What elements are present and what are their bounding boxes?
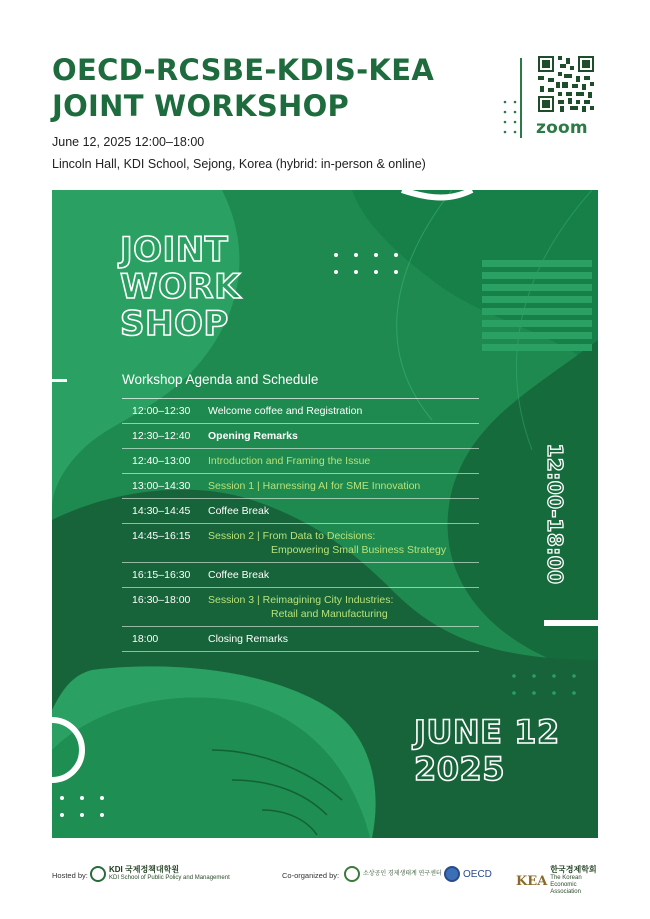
rcsbe-logo xyxy=(344,866,442,882)
qr-code-icon[interactable] xyxy=(538,56,594,112)
agenda-item: Welcome coffee and Registration xyxy=(208,405,363,417)
agenda-time: 12:00–12:30 xyxy=(132,405,191,417)
workshop-title xyxy=(52,52,434,124)
agenda-time: 12:40–13:00 xyxy=(132,455,191,467)
kdi-logo-text: KDI 국제정책대학원 xyxy=(109,865,180,874)
agenda-item: Coffee Break xyxy=(208,569,270,581)
agenda-item-subtitle: Empowering Small Business Strategy xyxy=(271,544,447,556)
agenda-item-title: Session 2 | From Data to Decisions: xyxy=(208,530,376,542)
vertical-time-range xyxy=(540,434,570,594)
kdi-school-logo xyxy=(90,866,230,882)
title-line-1: OECD-RCSBE-KDIS-KEA xyxy=(52,53,435,87)
agenda-item xyxy=(208,593,479,621)
agenda-time: 12:30–12:40 xyxy=(132,430,191,442)
decor-dots-header xyxy=(503,100,517,138)
venue: Lincoln Hall, KDI School, Sejong, Korea (hybrid: in-person & online) xyxy=(52,157,426,171)
agenda-row xyxy=(122,399,479,424)
rcsbe-emblem-icon xyxy=(344,866,360,882)
agenda-item: Closing Remarks xyxy=(208,633,288,645)
vertical-time-text: 12:00-18:00 xyxy=(543,443,567,585)
agenda-item: Opening Remarks xyxy=(208,430,298,442)
hero-line-3: SHOP xyxy=(120,304,229,344)
hero-line-1: JOINT xyxy=(120,230,229,270)
rcsbe-logo-text: 소상공인 경제생태계 연구센터 xyxy=(363,870,442,877)
agenda-time: 16:30–18:00 xyxy=(132,594,191,606)
agenda-item: Coffee Break xyxy=(208,505,270,517)
agenda-row xyxy=(122,499,479,524)
oecd-globe-icon xyxy=(444,866,460,882)
kea-emblem-icon: KEA xyxy=(516,873,548,889)
header-divider xyxy=(520,58,522,138)
agenda-row xyxy=(122,474,479,499)
agenda-item: Session 1 | Harnessing AI for SME Innovation xyxy=(208,480,421,492)
agenda-row xyxy=(122,424,479,449)
agenda-item xyxy=(208,529,479,557)
hero-line-2: WORK xyxy=(120,267,241,307)
agenda-time: 13:00–14:30 xyxy=(132,480,191,492)
oecd-logo-text: OECD xyxy=(463,868,492,880)
agenda-time: 14:45–16:15 xyxy=(132,530,191,542)
kdi-logo-subtext: KDI School of Public Policy and Management xyxy=(109,875,230,881)
zoom-label[interactable]: zoom xyxy=(536,118,588,138)
big-date-line-1: JUNE 12 xyxy=(414,713,560,751)
kea-logo xyxy=(516,866,598,896)
agenda-time: 16:15–16:30 xyxy=(132,569,191,581)
event-date-large xyxy=(414,714,560,788)
agenda-item: Introduction and Framing the Issue xyxy=(208,455,371,467)
agenda-row xyxy=(122,563,479,588)
agenda-time: 14:30–14:45 xyxy=(132,505,191,517)
agenda-row xyxy=(122,524,479,563)
agenda-table xyxy=(122,398,479,652)
oecd-logo xyxy=(444,866,492,882)
agenda-row xyxy=(122,627,479,652)
hero-title xyxy=(120,232,241,343)
kea-logo-text: 한국경제학회 xyxy=(550,865,597,874)
title-line-2: JOINT WORKSHOP xyxy=(52,89,350,123)
poster-panel xyxy=(52,190,598,838)
co-organized-by-label: Co-organized by: xyxy=(282,871,340,880)
hosted-by-label: Hosted by: xyxy=(52,871,88,880)
big-date-line-2: 2025 xyxy=(414,750,506,788)
agenda-row xyxy=(122,449,479,474)
kdi-emblem-icon xyxy=(90,866,106,882)
footer-sponsors xyxy=(52,864,598,895)
date-time: June 12, 2025 12:00–18:00 xyxy=(52,135,205,149)
agenda-time: 18:00 xyxy=(132,633,159,645)
agenda-item-title: Session 3 | Reimagining City Industries: xyxy=(208,594,394,606)
agenda-row xyxy=(122,588,479,627)
agenda-item-subtitle: Retail and Manufacturing xyxy=(271,608,388,620)
kea-logo-subtext: The Korean Economic Association xyxy=(550,875,582,895)
agenda-heading: Workshop Agenda and Schedule xyxy=(122,372,319,387)
